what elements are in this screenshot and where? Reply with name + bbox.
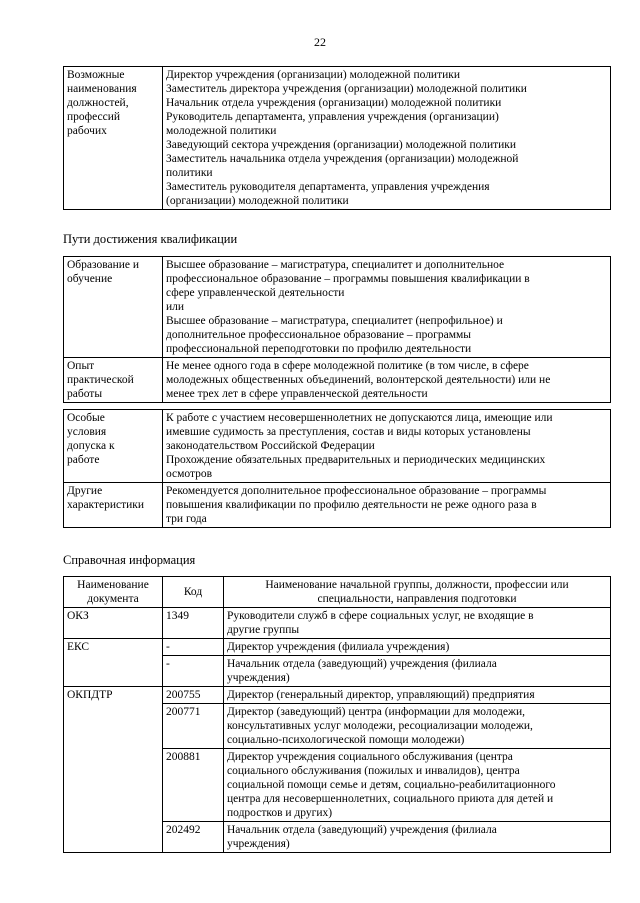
qualification-title: Пути достижения квалификации [63,232,238,246]
doc-cell: ЕКС [64,639,163,687]
code-cell: 1349 [163,608,224,639]
label-line: Возможные [67,69,125,81]
text-line: К работе с участием несовершеннолетних не допускаются лица, имеющие или [166,412,553,424]
header-row [64,577,611,608]
header-name [224,577,611,608]
header-code: Код [163,577,224,608]
text-line: законодательством Российской Федерации [166,440,375,452]
positions-list [163,67,611,210]
text-line: подростков и других) [227,807,333,819]
position-line: Начальник отдела учреждения (организации) молодежной политики [166,97,502,109]
reference-title: Справочная информация [63,553,196,567]
header-line: специальности, направления подготовки [317,593,517,605]
education-text [163,257,611,358]
text-line: осмотров [166,468,213,480]
conditions-text [163,410,611,483]
label-line: наименования [67,83,137,95]
position-line: Заместитель начальника отдела учреждения (организации) молодежной [166,153,519,165]
text-line: Начальник отдела (заведующий) учреждения (филиала [227,824,497,836]
text-line: социально-психологической помощи молодежи) [227,734,465,746]
text-line: социальной помощи семье и детям, социально-реабилитационного [227,779,556,791]
header-doc [64,577,163,608]
text-line: имевшие судимость за преступления, состав и виды которых установлены [166,426,531,438]
text-line: Директор учреждения социального обслуживания (центра [227,751,513,763]
positions-label [64,67,163,210]
position-line: Заместитель директора учреждения (организации) молодежной политики [166,83,527,95]
label-line: Особые [67,412,105,424]
position-line: Заведующий сектора учреждения (организации) молодежной политики [166,139,517,151]
text-line: менее трех лет в сфере управленческой деятельности [166,388,428,400]
experience-label [64,358,163,403]
text-line: три года [166,513,207,525]
label-line: обучение [67,273,113,285]
table-row [64,483,611,528]
label-line: допуска к [67,440,115,452]
position-line: молодежной политики [166,125,277,137]
code-cell: 200771 [163,704,224,749]
text-line: Прохождение обязательных предварительных и периодических медицинских [166,454,546,466]
text-line: профессиональной переподготовки по профилю деятельности [166,343,472,355]
text-line: Директор (заведующий) центра (информации для молодежи, [227,706,525,718]
label-line: должностей, [67,97,129,109]
name-cell [224,608,611,639]
text-line: учреждения) [227,838,290,850]
text-line: Руководители служб в сфере социальных услуг, не входящие в [227,610,534,622]
text-line: молодежных общественных объединений, волонтерской деятельности) или не [166,374,551,386]
name-cell [224,749,611,822]
table-row [64,358,611,403]
qualification-table [63,256,611,528]
text-line: или [166,301,185,313]
header-line: документа [87,593,139,605]
label-line: работы [67,388,103,400]
text-line: профессиональное образование – программы повышения квалификации в [166,273,530,285]
text-line: Рекомендуется дополнительное профессиональное образование – программы [166,485,547,497]
position-line: Директор учреждения (организации) молодежной политики [166,69,461,81]
name-cell [224,704,611,749]
label-line: работе [67,454,100,466]
text-line: консультативных услуг молодежи, ресоциализации молодежи, [227,720,533,732]
table-row [64,687,611,704]
text-line: дополнительное профессиональное образование – программы [166,329,471,341]
header-line: Наименование начальной группы, должности, профессии или [265,579,569,591]
label-line: Другие [67,485,103,497]
text-line: повышения квалификации по профилю деятельности не реже одного раза в [166,499,537,511]
label-line: характеристики [67,499,145,511]
text-line: сфере управленческой деятельности [166,287,345,299]
header-line: Наименование [77,579,149,591]
positions-table [63,66,611,210]
position-line: Заместитель руководителя департамента, управления учреждения [166,181,490,193]
code-cell: - [163,656,224,687]
text-line: социального обслуживания (пожилых и инвалидов), центра [227,765,520,777]
text-line: Директор учреждения (филиала учреждения) [227,641,450,653]
table-gap [64,403,611,410]
name-cell [224,822,611,853]
text-line: Начальник отдела (заведующий) учреждения (филиала [227,658,497,670]
label-line: рабочих [67,125,107,137]
position-line: (организации) молодежной политики [166,195,349,207]
label-line: условия [67,426,107,438]
label-line: Опыт [67,360,95,372]
text-line: учреждения) [227,672,290,684]
label-line: профессий [67,111,121,123]
text-line: Не менее одного года в сфере молодежной политике (в том числе, в сфере [166,360,529,372]
code-cell: - [163,639,224,656]
education-label [64,257,163,358]
table-row [64,67,611,210]
code-cell: 200755 [163,687,224,704]
conditions-label [64,410,163,483]
text-line: центра для несовершеннолетних, социального приюта для детей и [227,793,554,805]
name-cell [224,687,611,704]
table-row [64,410,611,483]
label-line: Образование и [67,259,140,271]
position-line: Руководитель департамента, управления учреждения (организации) [166,111,499,123]
reference-table [63,576,611,853]
doc-cell: ОКПДТР [64,687,163,853]
table-row [64,608,611,639]
doc-cell: ОКЗ [64,608,163,639]
code-cell: 200881 [163,749,224,822]
text-line: Директор (генеральный директор, управляющий) предприятия [227,689,535,701]
gap-cell [64,403,611,410]
experience-text [163,358,611,403]
other-label [64,483,163,528]
table-row [64,639,611,656]
page-number: 22 [314,35,326,49]
name-cell [224,656,611,687]
label-line: практической [67,374,134,386]
text-line: Высшее образование – магистратура, специалитет и дополнительное [166,259,505,271]
text-line: другие группы [227,624,300,636]
position-line: политики [166,167,213,179]
name-cell [224,639,611,656]
other-text [163,483,611,528]
table-row [64,257,611,358]
text-line: Высшее образование – магистратура, специалитет (непрофильное) и [166,315,503,327]
code-cell: 202492 [163,822,224,853]
